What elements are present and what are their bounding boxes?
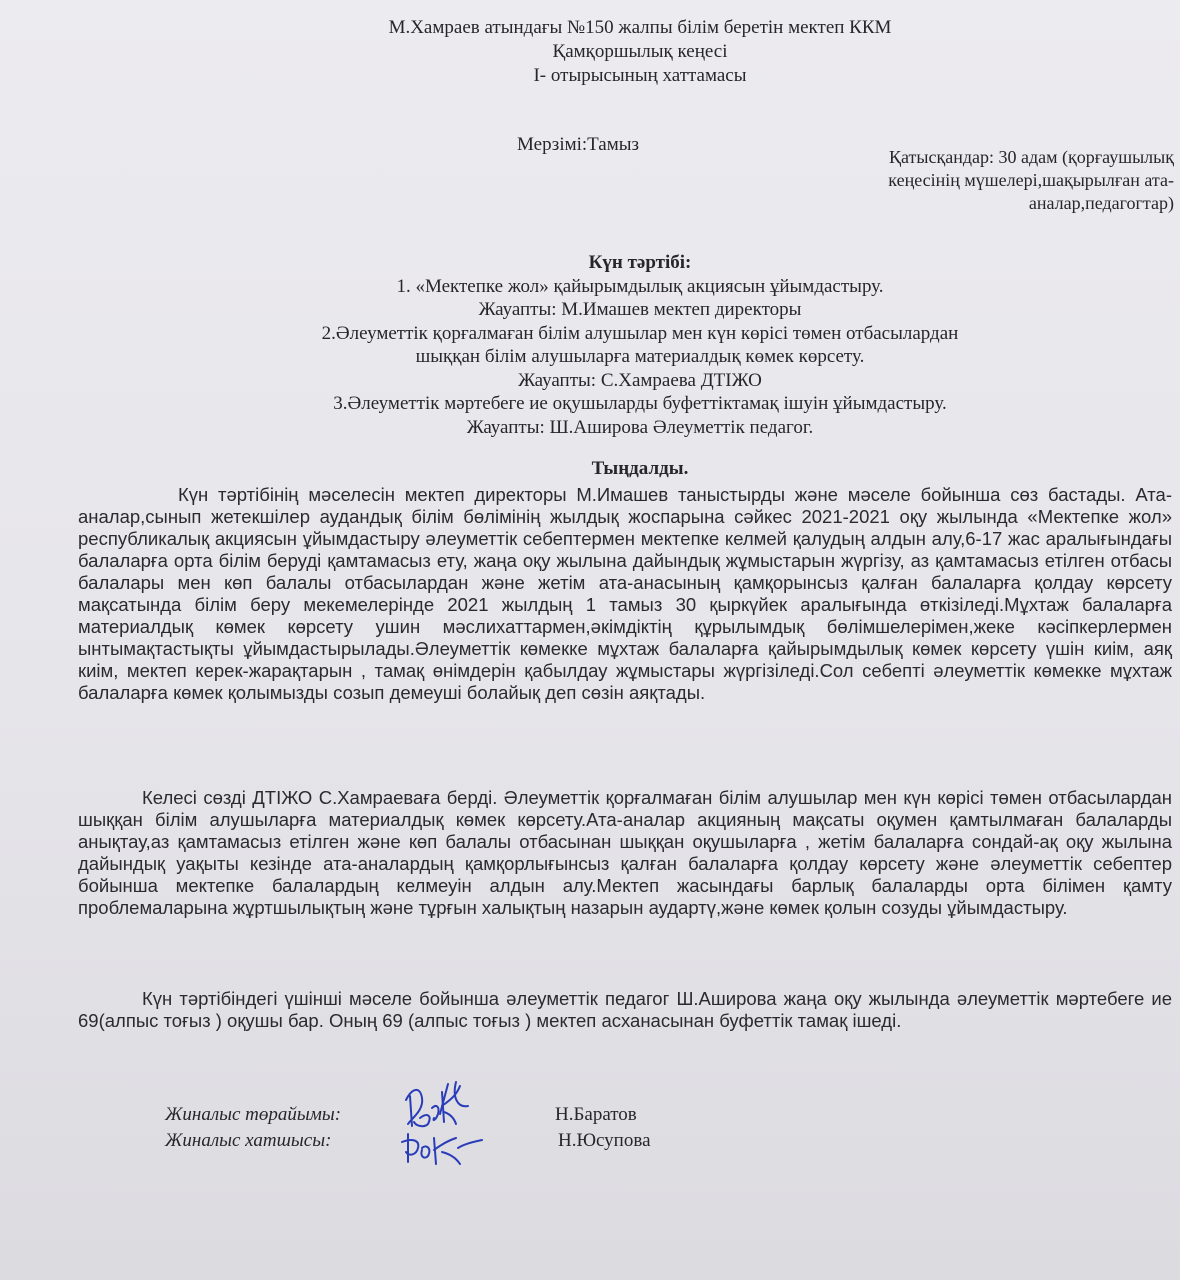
council-name: Қамқоршылық кеңесі: [552, 41, 728, 62]
agenda-item: 3.Әлеуметтік мәртебеге ие оқушыларды буфеттіктамақ ішуін ұйымдастыру.: [333, 393, 947, 414]
signatures-block: [165, 1103, 685, 1155]
paragraph-text: Күн тәртібінің мәселесін мектеп директоры М.Имашев таныстырды және мәселе бойынша сөз бастады. Ата-аналар,сынып жетекшілер аудандық білім бөлімінің жылдық жоспарына сәйкес 2021-2021 оқу жылында «Мектепке жол» республикалық акциясын ұйымдастыру әлеуметтік себептермен мектепке келмей қалудың алдын алу,6-17 жас аралығындағы балаларға орта білім беруді қамтамасыз ету, жаңа оқу жылына дайындық жұмыстарын жүргізу, аз қамтамасыз етілген отбасы балалары мен көп балалы отбасылардан және жетім ата-анасының қамқорынсыз қалған балаларға қолдау көрсету мақсатында білім беру мекемелерінде 2021 жылдың 1 тамыз 30 қыркүйек аралығында өткізіледі.Мұхтаж балаларға материалдық көмек көрсету ушин мәслихаттармен,әкімдіктің құрылымдық бөлімшелерімен,жеке кәсіпкерлермен ынтымақтастықты ұйымдастырылады.Әлеуметтік көмекке мұхтаж балаларға қайырымдылық көмек көрсету үшін киім, аяқ киім, мектеп керек-жарақтарын , тамақ өнімдерін қабылдау жұмыстары жүргізіледі.Сол себепті әлеуметтік көмекке мұхтаж балаларға көмек қолымызды созып демеуші болайық деп сөзін аяқтады.: [78, 484, 1172, 703]
agenda-item: Жауапты: Ш.Аширова Әлеуметтік педагог.: [466, 416, 814, 438]
paragraph: [78, 988, 1172, 1032]
paragraph-text: Күн тәртібіндегі үшінші мәселе бойынша әлеуметтік педагог Ш.Аширова жаңа оқу жылында әлеуметтік мәртебеге ие 69(алпыс тоғыз ) оқушы бар. Оның 69 (алпыс тоғыз ) мектеп асханасынан буфеттік тамақ ішеді.: [78, 988, 1172, 1031]
participants-line: аналар,педагогтар): [1028, 193, 1174, 213]
secretary-name: Н.Юсупова: [558, 1130, 651, 1151]
participants-info: [834, 146, 1174, 215]
document-header: [0, 16, 1180, 88]
agenda-item: шыққан білім алушыларға материалдық көмек көрсету.: [415, 346, 865, 367]
agenda: [0, 251, 1180, 439]
paragraph: [78, 787, 1172, 919]
agenda-item: 2.Әлеуметтік қорғалмаған білім алушылар мен күн көрісі төмен отбасылардан: [321, 322, 959, 344]
signature-row-chair: [165, 1103, 685, 1129]
participants-line: кеңесінің мүшелері,шақырылған ата-: [888, 170, 1174, 190]
paragraph: [78, 484, 1172, 704]
meeting-date: Мерзімі:Тамыз: [517, 134, 640, 155]
chair-role: Жиналыс төрайымы:: [165, 1104, 342, 1125]
agenda-item: Жауапты: М.Имашев мектеп директоры: [478, 299, 802, 320]
agenda-item: Жауапты: С.Хамраева ДТІЖО: [518, 369, 762, 391]
section-title: Тыңдалды.: [591, 458, 689, 479]
secretary-role: Жиналыс хатшысы:: [165, 1130, 332, 1151]
signature-row-secretary: [165, 1129, 685, 1155]
agenda-title: Күн тәртібі:: [588, 252, 692, 273]
paragraph-text: Келесі сөзді ДТІЖО С.Хамраеваға берді. Әлеуметтік қорғалмаған білім алушылар мен күн көрісі төмен отбасылардан шыққан білім алушыларға материалдық көмек көрсету.Ата-аналар акцияның мақсаты оқумен қамтылмаған балаларды анықтау,аз қамтамасыз етілген және көп балалы отбасынан шыққан оқушыларға , жетім балаларға сондай-ақ оқу жылына дайындық уақыты кезінде ата-аналардың қамқорлығынсыз қалған балаларға қолдау көрсету және әлеуметтік себептер бойынша мектепке балалардың келмеуін алдын алу.Мектеп жасындағы барлық балаларды орта білімен қамту проблемаларына жұртшылықтың және тұрғын халықтың назарын аудартү,және көмек қолын созуды ұйымдастыру.: [78, 787, 1172, 918]
participants-line: Қатысқандар: 30 адам (қорғаушылық: [889, 147, 1174, 167]
chair-name: Н.Баратов: [555, 1104, 637, 1125]
protocol-title: I- отырысының хаттамасы: [533, 65, 747, 86]
agenda-item: 1. «Мектепке жол» қайырымдылық акциясын ұйымдастыру.: [396, 275, 884, 297]
school-name: М.Хамраев атындағы №150 жалпы білім беретін мектеп ККМ: [388, 17, 892, 38]
